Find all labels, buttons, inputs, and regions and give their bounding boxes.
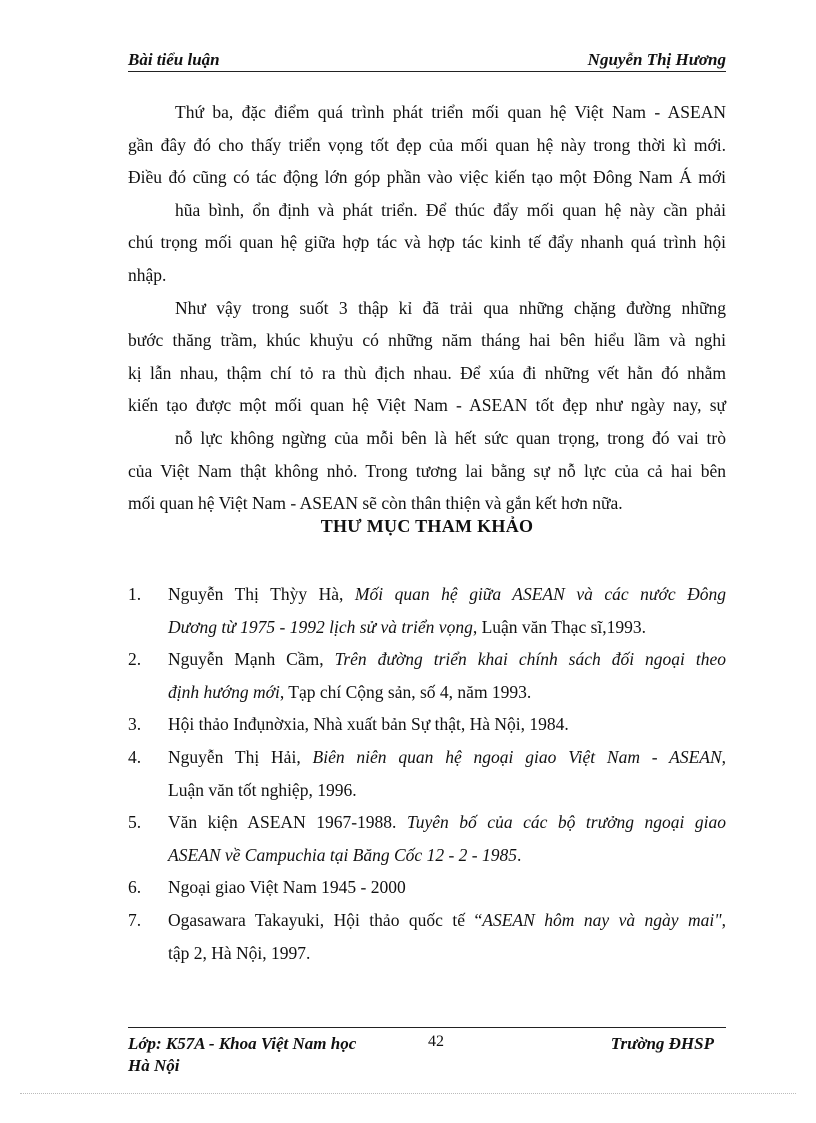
reference-title: ASEAN về Campuchia tại Băng Cốc 12 - 2 - 1985 (168, 844, 517, 865)
footer-class (128, 1033, 408, 1077)
reference-punct: , (721, 909, 727, 930)
reference-item (128, 806, 726, 871)
reference-title: Tuyên bố của các bộ trưởng ngoại giao (406, 812, 726, 833)
paragraph-2 (128, 292, 726, 520)
text-line: kiến tạo được một mối quan hệ Việt Nam - ASEAN tốt đẹp như ngày nay, sự (128, 395, 726, 416)
text-line: của Việt Nam thật không nhỏ. Trong tương lai bằng sự nỗ lực của cả hai bên (128, 460, 726, 481)
reference-title: Trên đường triển khai chính sách đối ngoại theo (334, 649, 726, 670)
reference-number: 1. (128, 584, 142, 604)
text-line: nhập. (128, 264, 167, 285)
reference-item (128, 578, 726, 643)
reference-author: Nguyễn Thị Thỳy Hà, (168, 584, 355, 604)
reference-source: , Tạp chí Cộng sản, số 4, năm 1993. (279, 681, 532, 702)
text-line: Điều đó cũng có tác động lớn góp phần vào việc kiến tạo một Đông Nam Á mới (128, 167, 726, 188)
paragraph-1 (128, 96, 726, 292)
page-edge-divider (20, 1093, 796, 1094)
reference-number: 3. (128, 714, 142, 735)
header-author: Nguyễn Thị Hương (587, 50, 726, 69)
body-text (128, 96, 726, 520)
reference-author: Ogasawara Takayuki, Hội thảo quốc tế “ (168, 909, 483, 930)
reference-number: 7. (128, 909, 142, 930)
page-header (128, 50, 726, 70)
reference-punct: . (516, 844, 522, 865)
text-line: kị lẫn nhau, thậm chí tỏ ra thù địch nhau. Để xúa đi những vết hằn đó nhằm (128, 362, 726, 383)
reference-text: Hội thảo Inđụnờxia, Nhà xuất bản Sự thật, Hà Nội, 1984. (168, 714, 569, 735)
reference-author: Nguyễn Mạnh Cầm, (168, 649, 335, 670)
reference-item (128, 741, 726, 806)
reference-author: Nguyễn Thị Hải, (168, 746, 313, 767)
text-line: gần đây đó cho thấy triển vọng tốt đẹp của mối quan hệ này trong thời kì mới. (128, 134, 726, 155)
text-line: Thứ ba, đặc điểm quá trình phát triển mối quan hệ Việt Nam - ASEAN (175, 102, 726, 122)
reference-title: Biên niên quan hệ ngoại giao Việt Nam - ASEAN (312, 746, 722, 767)
reference-number: 2. (128, 649, 142, 670)
text-line: hũa bình, ổn định và phát triển. Để thúc đẩy mối quan hệ này cần phải (175, 199, 726, 220)
reference-number: 5. (128, 812, 142, 833)
reference-source: , Luận văn Thạc sĩ,1993. (472, 616, 647, 637)
reference-text: Ngoại giao Việt Nam 1945 - 2000 (168, 877, 406, 898)
reference-title: Dương từ 1975 - 1992 lịch sử và triển vọng (168, 616, 473, 637)
reference-author: Văn kiện ASEAN 1967-1988. (168, 812, 407, 833)
text-line: Như vậy trong suốt 3 thập kỉ đã trải qua những chặng đường những (175, 297, 726, 318)
reference-source: Luận văn tốt nghiệp, 1996. (168, 779, 357, 800)
text-line: mối quan hệ Việt Nam - ASEAN sẽ còn thân thiện và gắn kết hơn nữa. (128, 493, 623, 514)
reference-item (128, 871, 726, 904)
reference-source: tập 2, Hà Nội, 1997. (168, 942, 311, 963)
footer-class-line1: Lớp: K57A - Khoa Việt Nam học (128, 1034, 357, 1053)
reference-title: định hướng mới (168, 681, 280, 702)
reference-number: 6. (128, 877, 142, 898)
references-title: THƯ MỤC THAM KHẢO (320, 516, 534, 536)
text-line: chú trọng mối quan hệ giữa hợp tác và hợp tác kinh tế đẩy nhanh quá trình hội (128, 232, 726, 253)
text-line: nỗ lực không ngừng của mỗi bên là hết sức quan trọng, trong đó vai trò (175, 427, 726, 448)
footer-class-line2: Hà Nội (128, 1056, 180, 1075)
footer-rule (128, 1027, 726, 1028)
reference-title: Mối quan hệ giữa ASEAN và các nước Đông (354, 584, 726, 604)
header-title: Bài tiểu luận (128, 50, 220, 69)
footer-school: Trường ĐHSP (610, 1034, 714, 1053)
reference-item (128, 643, 726, 708)
page-number: 42 (428, 1033, 444, 1050)
reference-title: ASEAN hôm nay và ngày mai" (482, 909, 722, 930)
reference-number: 4. (128, 746, 142, 767)
references-list (128, 578, 726, 969)
reference-punct: , (721, 746, 726, 767)
text-line: bước thăng trầm, khúc khuỷu có những năm tháng hai bên hiểu lầm và nghi (128, 330, 726, 351)
reference-item (128, 904, 726, 969)
header-rule (128, 71, 726, 72)
reference-item (128, 708, 726, 741)
